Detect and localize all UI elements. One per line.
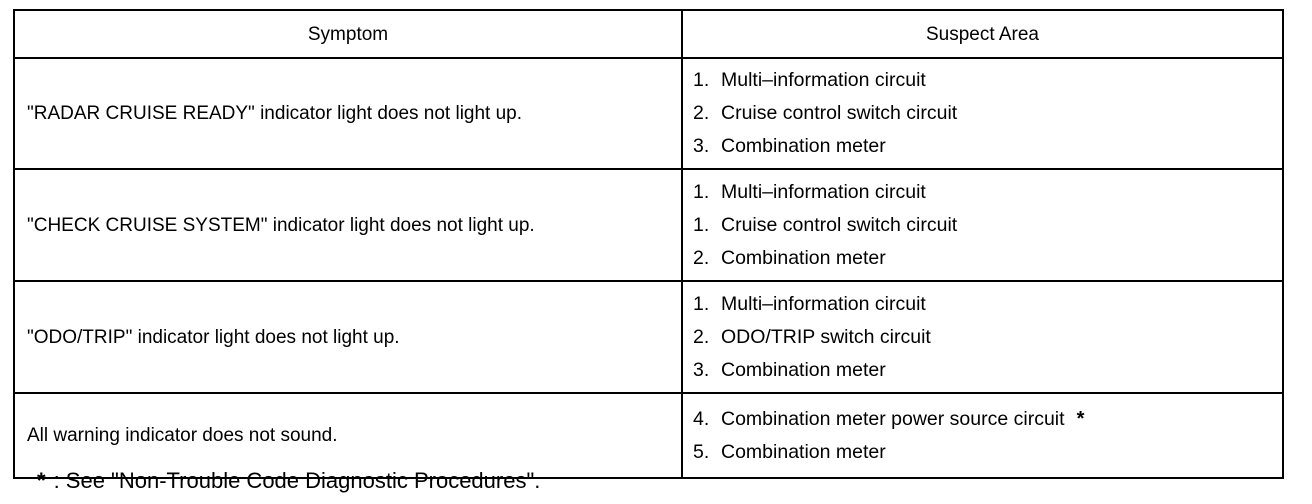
table-row bbox=[14, 281, 1283, 393]
symptom-cell: "CHECK CRUISE SYSTEM" indicator light does not light up. bbox=[14, 169, 682, 281]
list-item bbox=[693, 64, 1281, 97]
list-item bbox=[693, 130, 1281, 163]
footnote bbox=[37, 468, 540, 494]
table-row bbox=[14, 169, 1283, 281]
item-text: Cruise control switch circuit bbox=[721, 213, 958, 236]
table-row bbox=[14, 393, 1283, 478]
item-number: 2. bbox=[693, 246, 710, 269]
item-number: 1. bbox=[693, 292, 710, 315]
item-number: 2. bbox=[693, 325, 710, 348]
suspect-area-cell bbox=[682, 169, 1283, 281]
item-number: 1. bbox=[693, 213, 710, 236]
item-text: Combination meter bbox=[721, 246, 886, 269]
suspect-area-list bbox=[693, 64, 1281, 163]
item-number: 4. bbox=[693, 407, 710, 430]
footnote-text: : See "Non-Trouble Code Diagnostic Procedures". bbox=[53, 468, 541, 493]
item-text: Combination meter bbox=[721, 440, 886, 463]
item-text: Combination meter bbox=[721, 358, 886, 381]
problem-symptoms-table bbox=[13, 9, 1284, 479]
item-number: 1. bbox=[693, 69, 710, 91]
item-number: 3. bbox=[693, 135, 710, 157]
list-item bbox=[693, 403, 1281, 436]
footnote-asterisk: * bbox=[37, 468, 46, 493]
table-header-row bbox=[14, 10, 1283, 58]
symptom-cell: All warning indicator does not sound. bbox=[14, 393, 682, 478]
item-text: Combination meter bbox=[721, 135, 886, 157]
suspect-area-list bbox=[693, 288, 1281, 387]
suspect-area-cell bbox=[682, 393, 1283, 478]
suspect-area-cell bbox=[682, 281, 1283, 393]
suspect-area-cell bbox=[682, 58, 1283, 169]
item-number: 2. bbox=[693, 102, 710, 124]
item-text: Combination meter power source circuit bbox=[721, 407, 1065, 430]
list-item bbox=[693, 321, 1281, 354]
item-text: ODO/TRIP switch circuit bbox=[721, 325, 931, 348]
header-symptom: Symptom bbox=[14, 10, 682, 58]
diagnostic-table-container bbox=[13, 9, 1282, 479]
item-text: Cruise control switch circuit bbox=[721, 102, 958, 124]
list-item bbox=[693, 97, 1281, 130]
item-number: 5. bbox=[693, 440, 710, 463]
list-item bbox=[693, 209, 1281, 242]
list-item bbox=[693, 354, 1281, 387]
item-text: Multi–information circuit bbox=[721, 292, 926, 315]
item-number: 1. bbox=[693, 180, 710, 203]
list-item bbox=[693, 436, 1281, 469]
item-text: Multi–information circuit bbox=[721, 180, 926, 203]
item-text: Multi–information circuit bbox=[721, 69, 926, 91]
list-item bbox=[693, 242, 1281, 275]
suspect-area-list bbox=[693, 403, 1281, 469]
symptom-cell: "ODO/TRIP" indicator light does not light up. bbox=[14, 281, 682, 393]
list-item bbox=[693, 288, 1281, 321]
suspect-area-list bbox=[693, 176, 1281, 275]
list-item bbox=[693, 176, 1281, 209]
item-number: 3. bbox=[693, 358, 710, 381]
symptom-cell: "RADAR CRUISE READY" indicator light does not light up. bbox=[14, 58, 682, 169]
header-suspect-area: Suspect Area bbox=[682, 10, 1283, 58]
table-row bbox=[14, 58, 1283, 169]
asterisk-marker: * bbox=[1076, 407, 1085, 430]
